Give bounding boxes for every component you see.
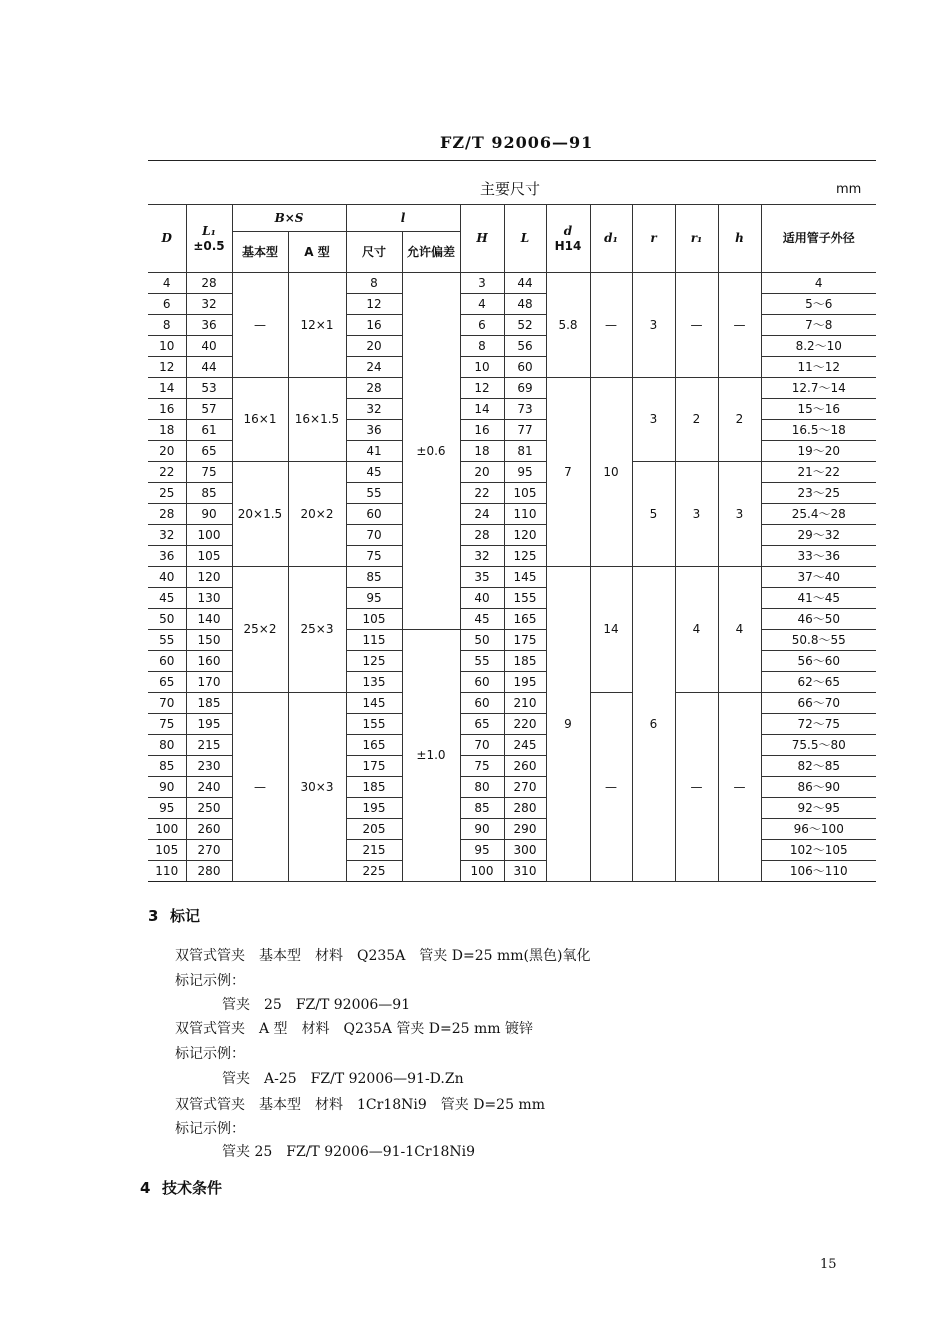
cell-L1: 280 [186,861,232,882]
cell-D: 25 [148,483,186,504]
cell-L: 245 [504,735,546,756]
col-header-r: r [632,205,675,273]
cell-pipe-od: 15～16 [761,399,876,420]
cell-l-size: 185 [346,777,402,798]
cell-D: 14 [148,378,186,399]
cell-pipe-od: 12.7～14 [761,378,876,399]
cell-pipe-od: 8.2～10 [761,336,876,357]
cell-l-size: 55 [346,483,402,504]
section-3-title: 标记 [170,907,201,925]
cell-L1: 260 [186,819,232,840]
cell-L1: 75 [186,462,232,483]
cell-pipe-od: 72～75 [761,714,876,735]
col-header-pipe-od: 适用管子外径 [761,205,876,273]
marking-line-3: 管夹 25 FZ/T 92006—91 [222,997,411,1013]
col-header-h: h [718,205,761,273]
col-header-L: L [504,205,546,273]
cell-L: 120 [504,525,546,546]
cell-d1: 10 [590,378,632,567]
cell-d: 7 [546,378,590,567]
col-header-L1 [186,205,232,273]
cell-l-size: 95 [346,588,402,609]
cell-r: 3 [632,378,675,462]
col-header-H: H [460,205,504,273]
cell-H: 80 [460,777,504,798]
cell-basic: — [232,693,288,882]
cell-L1: 57 [186,399,232,420]
cell-L1: 44 [186,357,232,378]
cell-pipe-od: 62～65 [761,672,876,693]
cell-a-type: 30×3 [288,693,346,882]
cell-D: 36 [148,546,186,567]
cell-pipe-od: 75.5～80 [761,735,876,756]
cell-L1: 61 [186,420,232,441]
page-number: 15 [820,1257,837,1272]
cell-L: 175 [504,630,546,651]
cell-D: 70 [148,693,186,714]
cell-L1: 90 [186,504,232,525]
cell-H: 45 [460,609,504,630]
cell-D: 10 [148,336,186,357]
cell-r1: — [675,273,718,378]
cell-pipe-od: 5～6 [761,294,876,315]
header-rule [148,160,876,161]
cell-d: 9 [546,567,590,882]
col-header-L1-label: L₁ [202,224,216,239]
cell-D: 80 [148,735,186,756]
cell-pipe-od: 4 [761,273,876,294]
col-header-d [546,205,590,273]
section-3-heading [148,905,200,926]
cell-L: 69 [504,378,546,399]
cell-l-size: 135 [346,672,402,693]
cell-D: 8 [148,315,186,336]
cell-L1: 36 [186,315,232,336]
dimension-table-body [148,273,876,882]
cell-L1: 140 [186,609,232,630]
cell-L: 81 [504,441,546,462]
cell-d1: — [590,693,632,882]
cell-H: 3 [460,273,504,294]
cell-l-size: 28 [346,378,402,399]
cell-D: 22 [148,462,186,483]
cell-D: 75 [148,714,186,735]
cell-l-size: 175 [346,756,402,777]
cell-l-size: 70 [346,525,402,546]
cell-H: 55 [460,651,504,672]
cell-L1: 195 [186,714,232,735]
cell-l-size: 8 [346,273,402,294]
dimension-table [148,204,876,882]
cell-L1: 28 [186,273,232,294]
cell-l-size: 165 [346,735,402,756]
cell-L1: 53 [186,378,232,399]
cell-L1: 250 [186,798,232,819]
cell-H: 16 [460,420,504,441]
marking-line-9: 管夹 25 FZ/T 92006—91-1Cr18Ni9 [222,1144,476,1160]
cell-tol: ±1.0 [402,630,460,882]
cell-H: 60 [460,693,504,714]
cell-L1: 215 [186,735,232,756]
cell-L: 270 [504,777,546,798]
cell-l-size: 75 [346,546,402,567]
cell-pipe-od: 7～8 [761,315,876,336]
cell-H: 28 [460,525,504,546]
cell-a-type: 25×3 [288,567,346,693]
col-header-BxS: B×S [232,205,346,232]
cell-D: 12 [148,357,186,378]
cell-L: 210 [504,693,546,714]
col-header-l: l [346,205,460,232]
cell-D: 50 [148,609,186,630]
cell-l-size: 16 [346,315,402,336]
cell-D: 32 [148,525,186,546]
cell-pipe-od: 106～110 [761,861,876,882]
cell-L1: 150 [186,630,232,651]
col-header-d-label: d [563,224,573,239]
cell-pipe-od: 23～25 [761,483,876,504]
cell-pipe-od: 33～36 [761,546,876,567]
cell-H: 8 [460,336,504,357]
col-header-a-type: A 型 [288,232,346,273]
cell-D: 55 [148,630,186,651]
cell-D: 60 [148,651,186,672]
marking-line-5: 标记示例： [175,1046,245,1062]
cell-l-size: 115 [346,630,402,651]
section-4-title: 技术条件 [162,1179,223,1197]
cell-H: 20 [460,462,504,483]
cell-D: 20 [148,441,186,462]
cell-pipe-od: 56～60 [761,651,876,672]
cell-H: 12 [460,378,504,399]
cell-L1: 240 [186,777,232,798]
cell-D: 100 [148,819,186,840]
cell-l-size: 45 [346,462,402,483]
cell-L: 77 [504,420,546,441]
cell-D: 65 [148,672,186,693]
cell-L1: 120 [186,567,232,588]
cell-L: 145 [504,567,546,588]
cell-D: 6 [148,294,186,315]
cell-r: 3 [632,273,675,378]
cell-l-size: 125 [346,651,402,672]
cell-l-size: 195 [346,798,402,819]
cell-L: 60 [504,357,546,378]
cell-h: 2 [718,378,761,462]
cell-l-size: 225 [346,861,402,882]
marking-line-2: 标记示例： [175,973,245,989]
cell-r: 6 [632,567,675,882]
cell-D: 4 [148,273,186,294]
cell-a-type: 12×1 [288,273,346,378]
cell-d1: 14 [590,567,632,693]
cell-r1: 3 [675,462,718,567]
cell-L1: 40 [186,336,232,357]
cell-D: 95 [148,798,186,819]
cell-H: 4 [460,294,504,315]
cell-h: — [718,273,761,378]
cell-L: 165 [504,609,546,630]
cell-H: 22 [460,483,504,504]
marking-line-4: 双管式管夹 A 型 材料 Q235A 管夹 D=25 mm 镀锌 [175,1021,533,1037]
cell-h: 4 [718,567,761,693]
cell-L: 280 [504,798,546,819]
cell-h: 3 [718,462,761,567]
cell-H: 85 [460,798,504,819]
cell-L: 310 [504,861,546,882]
cell-H: 35 [460,567,504,588]
cell-H: 95 [460,840,504,861]
cell-H: 32 [460,546,504,567]
cell-pipe-od: 96～100 [761,819,876,840]
cell-pipe-od: 46～50 [761,609,876,630]
cell-L: 290 [504,819,546,840]
cell-a-type: 16×1.5 [288,378,346,462]
cell-D: 105 [148,840,186,861]
cell-d: 5.8 [546,273,590,378]
cell-r1: 2 [675,378,718,462]
cell-L: 56 [504,336,546,357]
cell-H: 65 [460,714,504,735]
cell-r1: 4 [675,567,718,693]
table-title: 主要尺寸 [480,180,541,198]
table-row [148,273,876,294]
cell-L1: 100 [186,525,232,546]
cell-H: 14 [460,399,504,420]
cell-L1: 105 [186,546,232,567]
cell-L: 300 [504,840,546,861]
cell-pipe-od: 102～105 [761,840,876,861]
col-header-basic: 基本型 [232,232,288,273]
standard-header: FZ/T 92006—91 [440,133,594,152]
cell-L: 105 [504,483,546,504]
col-header-size: 尺寸 [346,232,402,273]
cell-pipe-od: 25.4～28 [761,504,876,525]
cell-H: 6 [460,315,504,336]
cell-basic: 16×1 [232,378,288,462]
section-4-number: 4 [140,1179,151,1197]
table-row [148,378,876,399]
cell-pipe-od: 11～12 [761,357,876,378]
cell-H: 50 [460,630,504,651]
cell-l-size: 20 [346,336,402,357]
cell-D: 40 [148,567,186,588]
marking-line-6: 管夹 A-25 FZ/T 92006—91-D.Zn [222,1071,464,1087]
cell-L1: 170 [186,672,232,693]
cell-D: 18 [148,420,186,441]
cell-H: 90 [460,819,504,840]
cell-pipe-od: 37～40 [761,567,876,588]
cell-pipe-od: 16.5～18 [761,420,876,441]
col-header-r1: r₁ [675,205,718,273]
cell-r: 5 [632,462,675,567]
col-header-D: D [148,205,186,273]
cell-L: 110 [504,504,546,525]
cell-D: 28 [148,504,186,525]
cell-h: — [718,693,761,882]
cell-d1: — [590,273,632,378]
cell-r1: — [675,693,718,882]
cell-l-size: 36 [346,420,402,441]
cell-D: 90 [148,777,186,798]
cell-l-size: 60 [346,504,402,525]
cell-H: 24 [460,504,504,525]
cell-L1: 230 [186,756,232,777]
col-header-d1: d₁ [590,205,632,273]
cell-basic: 20×1.5 [232,462,288,567]
cell-l-size: 12 [346,294,402,315]
cell-L: 155 [504,588,546,609]
table-unit: mm [836,182,862,197]
cell-L1: 270 [186,840,232,861]
cell-L: 220 [504,714,546,735]
cell-pipe-od: 92～95 [761,798,876,819]
cell-l-size: 24 [346,357,402,378]
cell-L: 48 [504,294,546,315]
cell-L1: 160 [186,651,232,672]
cell-H: 75 [460,756,504,777]
table-row [148,567,876,588]
cell-l-size: 105 [346,609,402,630]
cell-L1: 85 [186,483,232,504]
cell-l-size: 145 [346,693,402,714]
cell-L: 52 [504,315,546,336]
col-header-d-grade: H14 [554,238,582,253]
cell-L: 73 [504,399,546,420]
cell-pipe-od: 86～90 [761,777,876,798]
cell-pipe-od: 29～32 [761,525,876,546]
cell-L1: 65 [186,441,232,462]
cell-basic: — [232,273,288,378]
cell-basic: 25×2 [232,567,288,693]
table-row [148,693,876,714]
cell-pipe-od: 82～85 [761,756,876,777]
cell-l-size: 155 [346,714,402,735]
cell-a-type: 20×2 [288,462,346,567]
cell-pipe-od: 41～45 [761,588,876,609]
cell-H: 40 [460,588,504,609]
cell-L1: 185 [186,693,232,714]
cell-l-size: 205 [346,819,402,840]
cell-pipe-od: 66～70 [761,693,876,714]
cell-pipe-od: 21～22 [761,462,876,483]
cell-H: 18 [460,441,504,462]
section-3-number: 3 [148,907,159,925]
cell-pipe-od: 50.8～55 [761,630,876,651]
cell-tol: ±0.6 [402,273,460,630]
cell-H: 100 [460,861,504,882]
cell-L1: 130 [186,588,232,609]
col-header-L1-tol: ±0.5 [193,238,225,253]
cell-D: 110 [148,861,186,882]
cell-l-size: 41 [346,441,402,462]
cell-D: 85 [148,756,186,777]
cell-L: 95 [504,462,546,483]
table-row [148,462,876,483]
section-4-heading [140,1177,222,1198]
cell-D: 16 [148,399,186,420]
cell-D: 45 [148,588,186,609]
cell-H: 60 [460,672,504,693]
marking-line-7: 双管式管夹 基本型 材料 1Cr18Ni9 管夹 D=25 mm [175,1097,545,1113]
col-header-tolerance: 允许偏差 [402,232,460,273]
cell-L: 185 [504,651,546,672]
cell-l-size: 85 [346,567,402,588]
cell-H: 70 [460,735,504,756]
cell-L: 260 [504,756,546,777]
cell-L: 125 [504,546,546,567]
cell-H: 10 [460,357,504,378]
cell-L: 44 [504,273,546,294]
cell-pipe-od: 19～20 [761,441,876,462]
cell-L1: 32 [186,294,232,315]
cell-L: 195 [504,672,546,693]
cell-l-size: 32 [346,399,402,420]
cell-l-size: 215 [346,840,402,861]
marking-line-1: 双管式管夹 基本型 材料 Q235A 管夹 D=25 mm(黑色)氧化 [175,948,591,964]
marking-line-8: 标记示例： [175,1121,245,1137]
